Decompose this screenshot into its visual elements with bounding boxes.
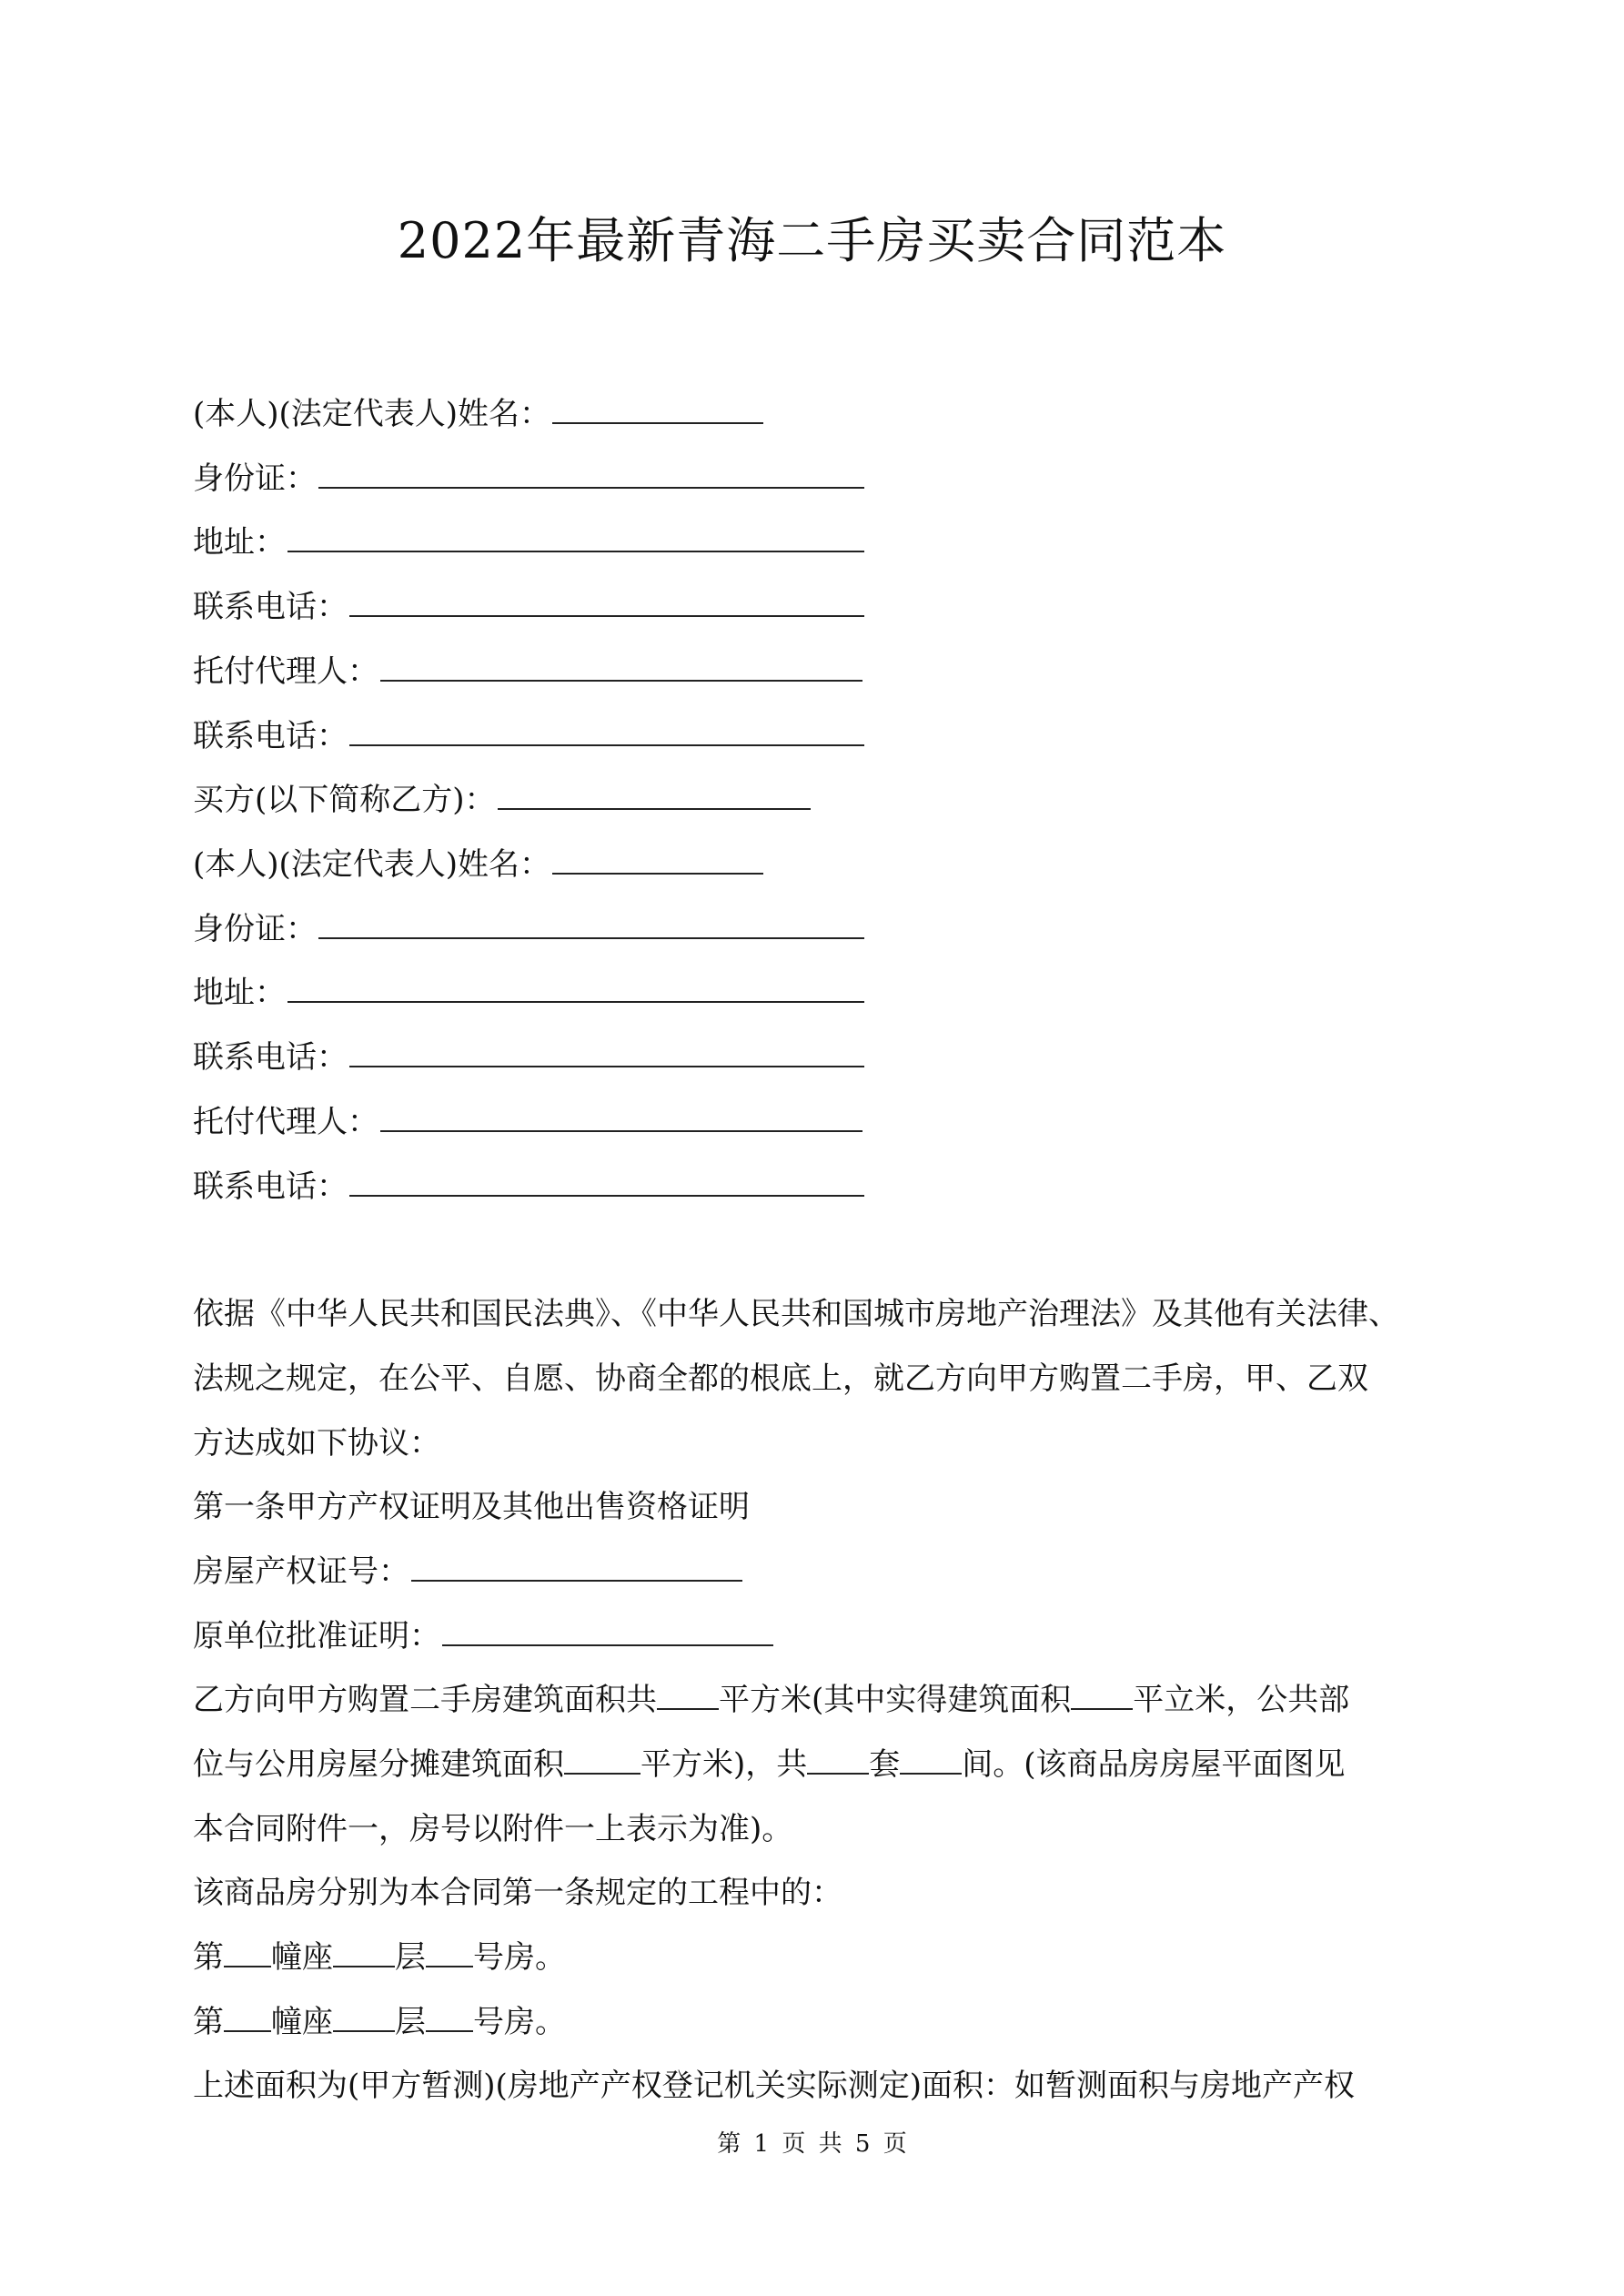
seller-agent-phone-blank[interactable] — [349, 717, 864, 746]
buyer-id-blank[interactable] — [318, 910, 864, 939]
preamble-line-1: 依据《中华人民共和国民法典》、《中华人民共和国城市房地产治理法》及其他有关法律、 — [193, 1296, 1399, 1332]
seller-phone-line — [193, 584, 864, 630]
article1-heading: 第一条甲方产权证明及其他出售资格证明 — [193, 1489, 750, 1525]
seller-address-blank[interactable] — [287, 523, 864, 552]
buyer-id-line — [193, 906, 864, 952]
building-blank[interactable] — [224, 2003, 271, 2032]
buyer-agent-blank[interactable] — [380, 1103, 862, 1132]
seller-agent-label: 托付代理人： — [193, 653, 378, 690]
buyer-intro-line — [193, 777, 811, 823]
area-line-3: 本合同附件一，房号以附件一上表示为准)。 — [193, 1811, 793, 1847]
seller-id-blank[interactable] — [318, 460, 864, 489]
area-text-5: 平方米)，共 — [641, 1746, 808, 1783]
actual-area-blank[interactable] — [1071, 1681, 1133, 1710]
project-line: 该商品房分别为本合同第一条规定的工程中的： — [193, 1875, 842, 1911]
buyer-name-label: (本人)(法定代表人)姓名： — [193, 846, 551, 883]
buyer-phone-blank[interactable] — [349, 1038, 864, 1067]
sets-count-blank[interactable] — [807, 1745, 869, 1775]
buyer-agent-phone-label: 联系电话： — [193, 1168, 348, 1205]
cert-line — [193, 1549, 742, 1594]
seller-name-label: (本人)(法定代表人)姓名： — [193, 396, 551, 432]
seller-address-label: 地址： — [193, 524, 286, 561]
preamble-line-3: 方达成如下协议： — [193, 1425, 440, 1462]
seller-agent-blank[interactable] — [380, 652, 862, 682]
area-text-6: 套 — [869, 1746, 901, 1783]
area-text-3: 平立米，公共部 — [1133, 1682, 1350, 1718]
area-note-line: 上述面积为(甲方暂测)(房地产产权登记机关实际测定)面积：如暂测面积与房地产产权 — [193, 2068, 1356, 2104]
buyer-agent-phone-line — [193, 1164, 864, 1209]
seller-phone-label: 联系电话： — [193, 589, 348, 625]
approval-label: 原单位批准证明： — [193, 1618, 440, 1654]
buyer-intro-blank[interactable] — [498, 781, 811, 810]
room-number-blank[interactable] — [426, 1938, 473, 1967]
area-text-4: 位与公用房屋分摊建筑面积 — [193, 1746, 564, 1783]
seller-address-line — [193, 520, 864, 565]
room-text-b: 幢座 — [271, 2004, 333, 2040]
room-line-2 — [193, 1999, 566, 2045]
floor-blank[interactable] — [333, 1938, 395, 1967]
cert-label: 房屋产权证号： — [193, 1553, 409, 1590]
room-number-blank[interactable] — [426, 2003, 473, 2032]
seller-agent-line — [193, 649, 862, 694]
floor-blank[interactable] — [333, 2003, 395, 2032]
seller-id-label: 身份证： — [193, 460, 317, 497]
buyer-agent-phone-blank[interactable] — [349, 1168, 864, 1197]
room-text-d: 号房。 — [473, 1939, 566, 1976]
building-blank[interactable] — [224, 1938, 271, 1967]
seller-name-line — [193, 391, 763, 437]
seller-agent-phone-line — [193, 713, 864, 759]
room-text-b: 幢座 — [271, 1939, 333, 1976]
buyer-name-line — [193, 842, 763, 887]
seller-phone-blank[interactable] — [349, 588, 864, 617]
room-text-d: 号房。 — [473, 2004, 566, 2040]
area-text-2: 平方米(其中实得建筑面积 — [719, 1682, 1072, 1718]
page-footer: 第 1 页 共 5 页 — [717, 2130, 907, 2158]
buyer-phone-label: 联系电话： — [193, 1039, 348, 1076]
seller-id-line — [193, 456, 864, 501]
total-area-blank[interactable] — [657, 1681, 719, 1710]
rooms-count-blank[interactable] — [900, 1745, 962, 1775]
seller-agent-phone-label: 联系电话： — [193, 718, 348, 754]
room-text-a: 第 — [193, 1939, 224, 1976]
area-line-1 — [193, 1677, 1349, 1723]
room-text-c: 层 — [395, 1939, 426, 1976]
buyer-intro-label: 买方(以下简称乙方)： — [193, 782, 496, 818]
room-text-c: 层 — [395, 2004, 426, 2040]
document-title: 2022年最新青海二手房买卖合同范本 — [397, 212, 1227, 269]
buyer-name-blank[interactable] — [552, 845, 763, 875]
buyer-phone-line — [193, 1035, 864, 1080]
approval-line — [193, 1613, 773, 1659]
cert-blank[interactable] — [411, 1553, 742, 1582]
area-text-7: 间。(该商品房房屋平面图见 — [962, 1746, 1346, 1783]
buyer-agent-label: 托付代理人： — [193, 1104, 378, 1140]
shared-area-blank[interactable] — [564, 1745, 641, 1775]
area-line-2 — [193, 1742, 1346, 1787]
buyer-id-label: 身份证： — [193, 911, 317, 947]
buyer-agent-line — [193, 1099, 862, 1145]
area-text-1: 乙方向甲方购置二手房建筑面积共 — [193, 1682, 657, 1718]
room-line-1 — [193, 1935, 566, 1980]
room-text-a: 第 — [193, 2004, 224, 2040]
seller-name-blank[interactable] — [552, 395, 763, 424]
buyer-address-label: 地址： — [193, 975, 286, 1011]
buyer-address-line — [193, 970, 864, 1016]
approval-blank[interactable] — [442, 1617, 773, 1646]
preamble-line-2: 法规之规定，在公平、自愿、协商全都的根底上，就乙方向甲方购置二手房，甲、乙双 — [193, 1360, 1368, 1397]
buyer-address-blank[interactable] — [287, 974, 864, 1003]
